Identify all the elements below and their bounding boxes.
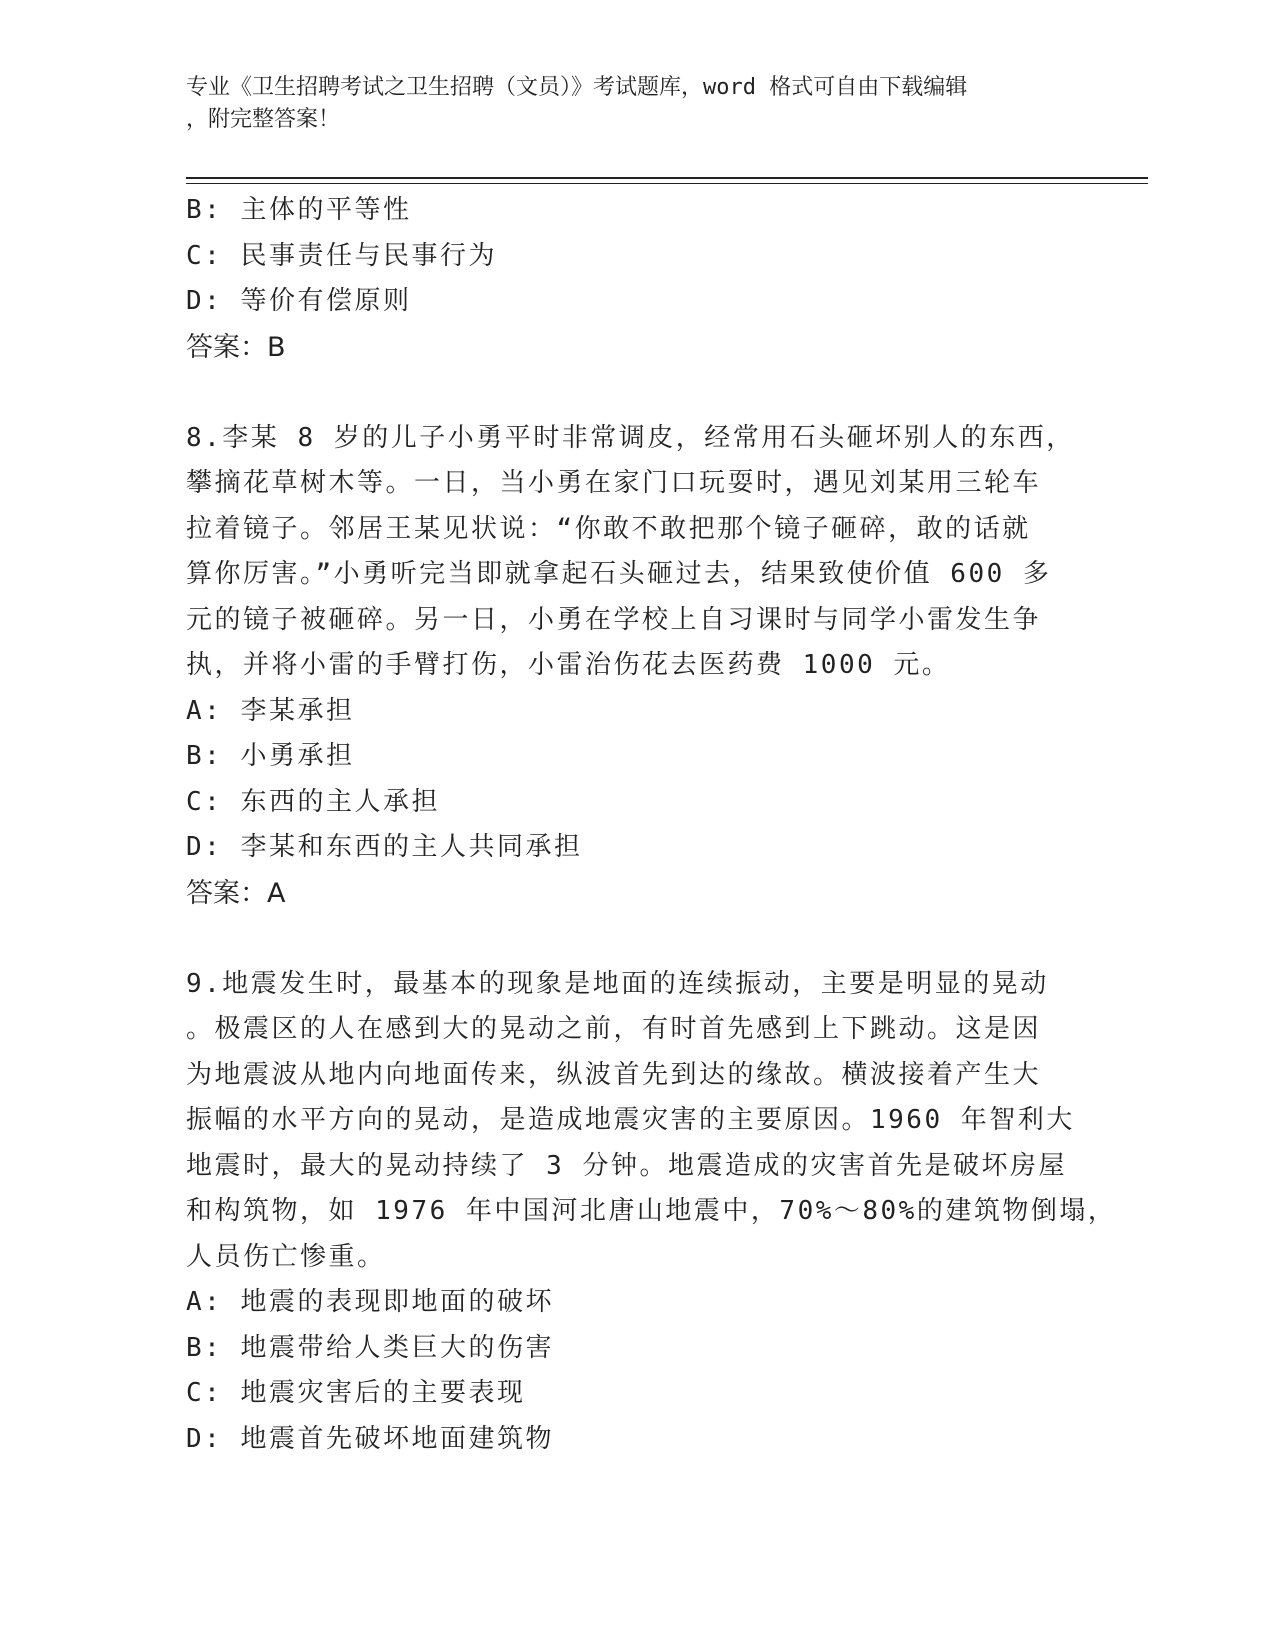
option-d: D: 李某和东西的主人共同承担 [186, 832, 583, 862]
page-header [186, 72, 1066, 136]
question-stem-line: 8.李某 8 岁的儿子小勇平时非常调皮，经常用石头砸坏别人的东西， [186, 422, 1075, 453]
question-stem-line: 执，并将小雷的手臂打伤，小雷治伤花去医药费 1000 元。 [186, 650, 951, 680]
option-c: C: 东西的主人承担 [186, 786, 440, 817]
question-stem-line: 元的镜子被砸碎。另一日，小勇在学校上自习课时与同学小雷发生争 [186, 604, 1042, 635]
question-stem-line: 。极震区的人在感到大的晃动之前，有时首先感到上下跳动。这是因 [186, 1014, 1042, 1044]
question-9 [186, 962, 1117, 1463]
spacer [186, 916, 1066, 962]
question-stem-line: 拉着镜子。邻居王某见状说：“你敢不敢把那个镜子砸碎，敢的话就 [186, 513, 1031, 544]
option-c: C: 地震灾害后的主要表现 [186, 1378, 526, 1408]
option-c: C: 民事责任与民事行为 [186, 240, 497, 271]
question-7 [186, 188, 1066, 370]
question-stem-line: 和构筑物，如 1976 年中国河北唐山地震中，70%～80%的建筑物倒塌， [186, 1196, 1117, 1226]
question-stem-line: 振幅的水平方向的晃动，是造成地震灾害的主要原因。1960 年智利大 [186, 1105, 1075, 1135]
question-stem-line: 攀摘花草树木等。一日，当小勇在家门口玩耍时，遇见刘某用三轮车 [186, 468, 1042, 498]
header-rule-thin [186, 183, 1148, 184]
answer: 答案：B [186, 331, 286, 363]
option-b: B: 小勇承担 [186, 741, 355, 771]
header-rule-thick [186, 177, 1148, 179]
header-line-2: ，附完整答案！ [186, 107, 341, 132]
question-stem-line: 为地震波从地内向地面传来，纵波首先到达的缘故。横波接着产生大 [186, 1059, 1042, 1090]
answer: 答案：A [186, 877, 286, 909]
spacer [186, 370, 1066, 416]
option-b: B: 地震带给人类巨大的伤害 [186, 1332, 554, 1363]
option-a: A: 李某承担 [186, 695, 355, 726]
option-b: B: 主体的平等性 [186, 195, 412, 225]
question-content [186, 188, 1117, 1462]
header-line-1: 专业《卫生招聘考试之卫生招聘（文员）》考试题库，word 格式可自由下载编辑 [186, 75, 968, 100]
option-d: D: 地震首先破坏地面建筑物 [186, 1423, 554, 1454]
question-stem-line: 地震时，最大的晃动持续了 3 分钟。地震造成的灾害首先是破坏房屋 [186, 1150, 1067, 1181]
question-8 [186, 416, 1075, 917]
question-stem-line: 人员伤亡惨重。 [186, 1241, 386, 1272]
option-a: A: 地震的表现即地面的破坏 [186, 1287, 554, 1317]
question-stem-line: 9.地震发生时，最基本的现象是地面的连续振动，主要是明显的晃动 [186, 968, 1049, 999]
option-d: D: 等价有偿原则 [186, 286, 412, 316]
question-stem-line: 算你厉害。”小勇听完当即就拿起石头砸过去，结果致使价值 600 多 [186, 559, 1052, 589]
